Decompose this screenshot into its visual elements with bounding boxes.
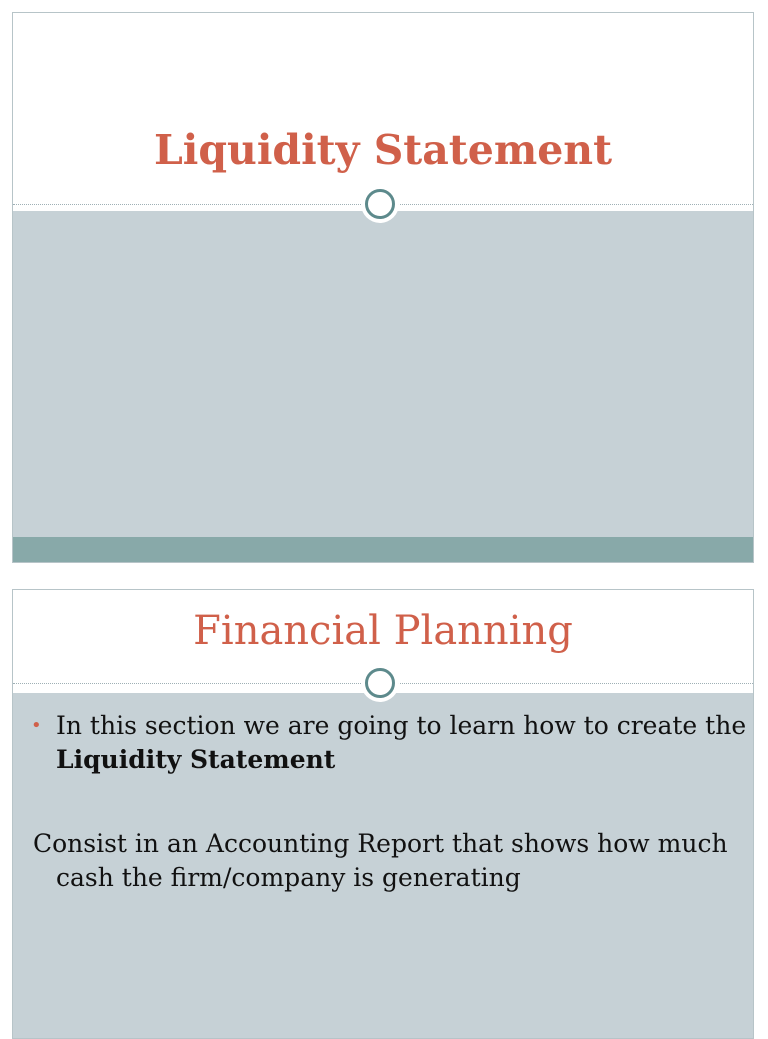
slide-1-title-area [13, 13, 753, 204]
slide-1-footer-band [13, 537, 753, 563]
paragraph-line-1: Consist in an Accounting Report that shows how much [33, 829, 728, 858]
slide-1 [12, 12, 754, 563]
slide-2 [12, 589, 754, 1039]
slide-2-title: Financial Planning [193, 608, 573, 654]
slide-1-title: Liquidity Statement [153, 126, 613, 174]
ring-icon [365, 189, 395, 219]
circle-ornament-icon [361, 185, 399, 223]
bullet-bold-text: Liquidity Statement [56, 745, 336, 774]
bullet-icon: • [31, 715, 42, 736]
description-paragraph [33, 827, 748, 895]
ring-icon [365, 668, 395, 698]
circle-ornament-icon [361, 664, 399, 702]
paragraph-line-2: cash the firm/company is generating [56, 863, 521, 892]
bullet-text-line: In this section we are going to learn how to create the [56, 711, 747, 740]
bullet-text [56, 709, 746, 777]
slide-1-body-area [13, 211, 753, 537]
